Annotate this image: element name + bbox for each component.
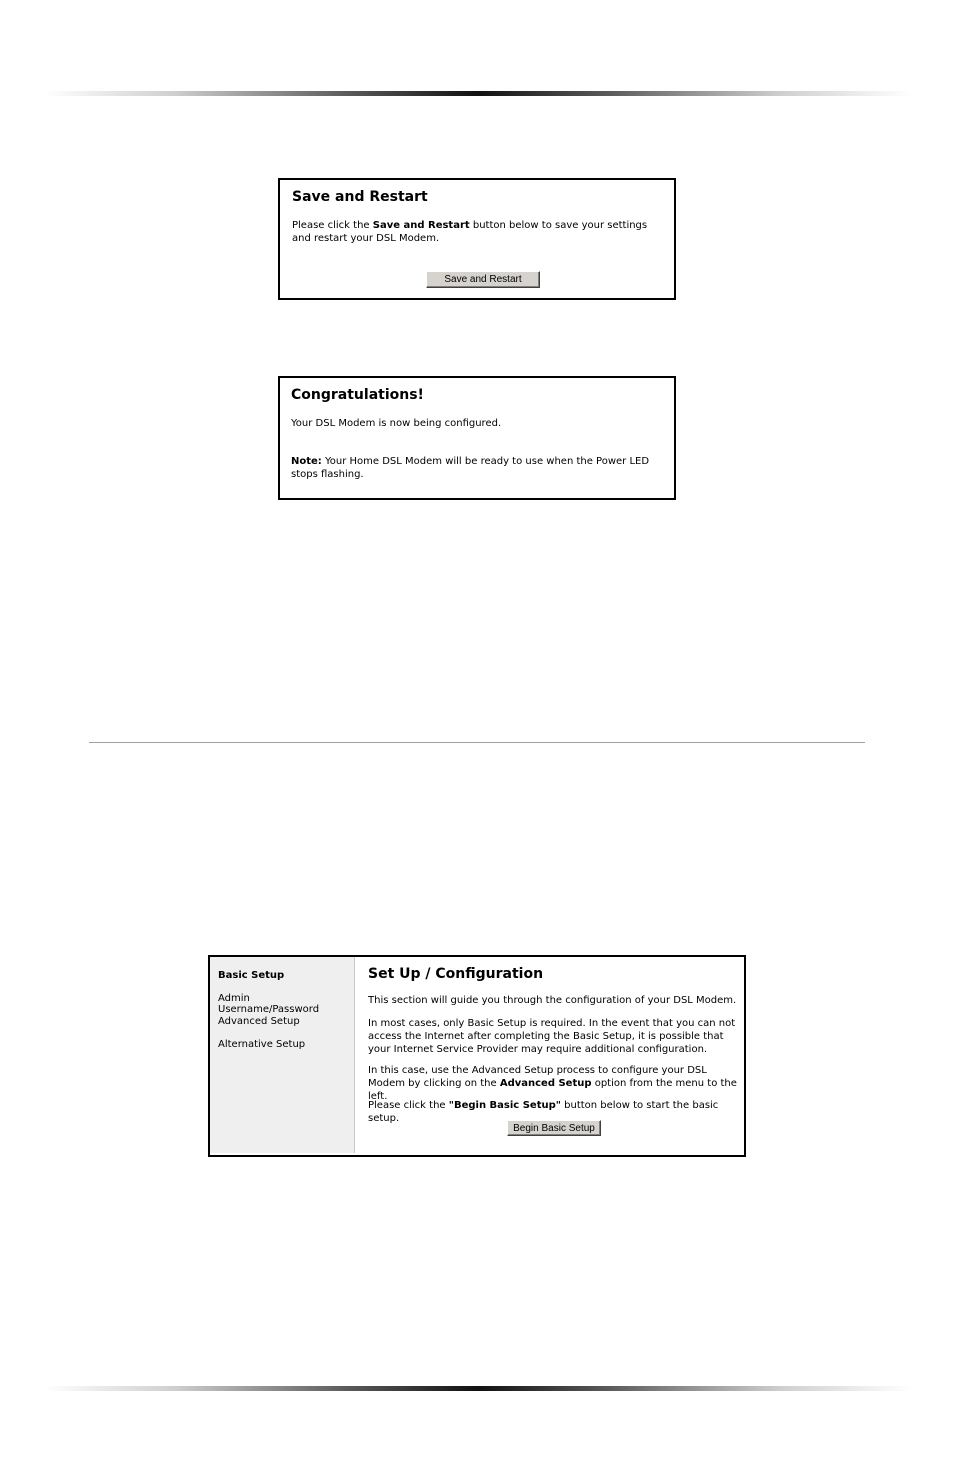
- bottom-divider: [44, 1386, 911, 1391]
- setup-title: Set Up / Configuration: [368, 966, 544, 982]
- setup-paragraph-advanced: In this case, use the Advanced Setup process to configure your DSL Modem by clicking on the Advanced Setup option from the menu to the left.: [368, 1065, 737, 1102]
- save-panel-instructions: Please click the Save and Restart button below to save your settings and restart your DSL Modem.: [292, 220, 648, 244]
- sidebar-item-advanced-setup[interactable]: Advanced Setup: [218, 1016, 300, 1027]
- top-divider: [44, 91, 911, 96]
- sidebar-item-alternative-setup[interactable]: Alternative Setup: [218, 1039, 306, 1050]
- sidebar-item-basic-setup[interactable]: Basic Setup: [218, 970, 285, 981]
- section-divider: [89, 742, 865, 743]
- congrats-title: Congratulations!: [291, 387, 424, 403]
- setup-paragraph-basic: In most cases, only Basic Setup is required. In the event that you can not access the Internet after completing the Basic Setup, it is possible that your Internet Service Provider may require additional configuration.: [368, 1018, 736, 1055]
- setup-sidebar: [210, 957, 355, 1153]
- setup-main-content: [355, 957, 744, 1155]
- congratulations-panel: [278, 376, 676, 500]
- save-and-restart-button[interactable]: Save and Restart: [426, 271, 540, 288]
- setup-intro: This section will guide you through the configuration of your DSL Modem.: [368, 995, 737, 1006]
- congrats-message: Your DSL Modem is now being configured.: [291, 418, 502, 429]
- begin-basic-setup-button[interactable]: Begin Basic Setup: [507, 1120, 601, 1136]
- setup-configuration-panel: [208, 955, 746, 1157]
- congrats-note: Note: Your Home DSL Modem will be ready to use when the Power LED stops flashing.: [291, 456, 650, 480]
- sidebar-item-admin-username-password[interactable]: Admin Username/Password: [218, 993, 320, 1015]
- save-panel-title: Save and Restart: [292, 189, 428, 205]
- save-and-restart-panel: [278, 178, 676, 300]
- setup-paragraph-begin: Please click the "Begin Basic Setup" button below to start the basic setup.: [368, 1100, 719, 1124]
